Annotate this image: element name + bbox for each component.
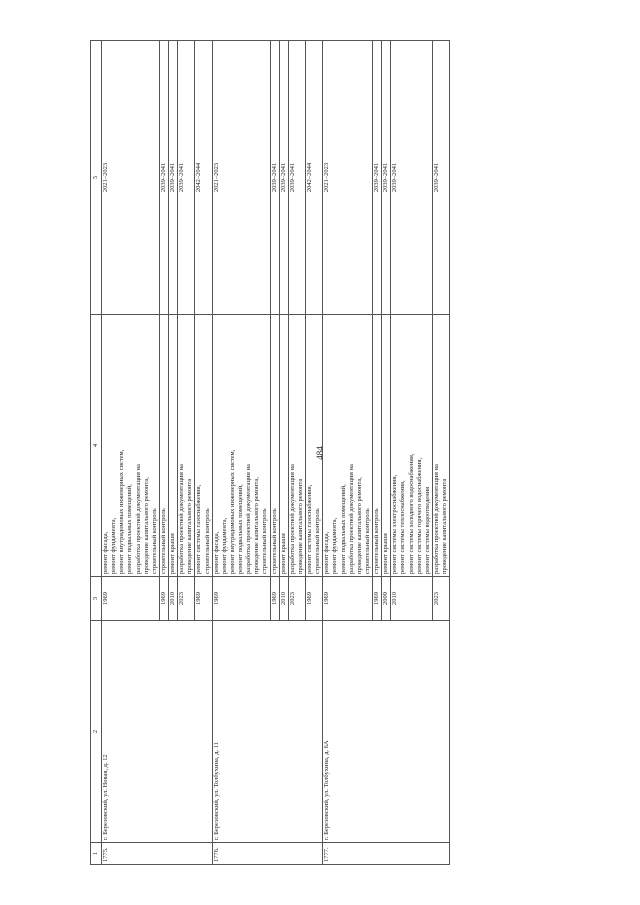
work-item: проведение капитального ремонта, [142,477,150,574]
works-cell [391,315,433,577]
period-cell: 2021–2023 [323,41,373,315]
entry-number: 1776. [212,843,323,865]
year-cell: 2010 [391,577,433,621]
header-col-3: 3 [91,577,102,621]
period-cell: 2039–2041 [279,41,288,315]
work-item: ремонт крыши [382,533,390,574]
entry-address: г. Березовский, ул. Толбухина, д. 11 [212,621,323,843]
period-cell: 2021–2023 [102,41,160,315]
works-cell [279,315,288,577]
work-item: ремонт внутридомовых инженерных систем, [228,449,236,574]
period-cell: 2039–2041 [288,41,305,315]
work-item: ремонт фасада, [323,531,331,574]
period-cell: 2039–2041 [373,41,382,315]
work-item: ремонт крыши [169,533,176,574]
work-item: разработка проектной документации на [134,464,142,574]
works-cell [195,315,212,577]
work-item: строительный контроль [261,508,269,574]
work-item: проведение капитального ремонта [441,478,448,574]
work-item: проведение капитального ремонта, [355,477,363,574]
period-cell: 2039–2041 [159,41,168,315]
period-cell: 2042–2044 [195,41,212,315]
work-item: разработка проектной документации на [288,464,296,574]
entry-number: 1775. [102,843,213,865]
period-cell: 2039–2041 [169,41,178,315]
year-cell: 1969 [212,577,270,621]
work-item: ремонт системы теплоснабжения, [399,480,407,574]
work-item: строительный контроль [373,508,380,574]
entry-number: 1777. [323,843,450,865]
works-cell [288,315,305,577]
work-item: ремонт системы газоснабжения, [306,484,313,574]
repair-schedule-table [90,40,450,865]
work-item: ремонт системы водоотведения [423,486,431,574]
work-item: строительный контроль [150,508,158,574]
work-item: разработка проектной документации на [178,464,186,574]
work-item: ремонт фундамента, [220,517,228,574]
works-cell [178,315,195,577]
rotated-sheet [90,40,610,865]
period-cell: 2021–2023 [212,41,270,315]
work-item: ремонт фасада, [102,531,109,574]
work-item: ремонт фасада, [212,531,220,574]
work-item: разработка проектной документации на [347,464,355,574]
year-cell: 2010 [279,577,288,621]
works-cell [102,315,160,577]
entry-address: г. Березовский, ул. Толбухина, д. 6А [323,621,450,843]
works-cell [212,315,270,577]
work-item: ремонт внутридомовых инженерных систем, [118,449,126,574]
header-col-1: 1 [91,843,102,865]
work-item: ремонт крыши [279,533,287,574]
works-cell [169,315,178,577]
work-item: строительный контроль [314,508,322,574]
work-item: проведение капитального ремонта [186,478,194,574]
work-item: проведение капитального ремонта, [253,477,261,574]
year-cell: 1969 [306,577,323,621]
table-row [212,41,270,865]
year-cell: 1969 [270,577,279,621]
work-item: ремонт системы горячего водоснабжения, [415,457,423,574]
work-item: строительный контроль [203,508,211,574]
works-cell [373,315,382,577]
year-cell: 1969 [102,577,160,621]
year-cell: 2023 [288,577,305,621]
work-item: ремонт системы газоснабжения, [195,484,203,574]
year-cell: 2023 [432,577,449,621]
header-col-5: 5 [91,41,102,315]
table-row [323,41,373,865]
year-cell: 1969 [323,577,373,621]
work-item: ремонт фундамента, [331,517,339,574]
works-cell [270,315,279,577]
work-item: проведение капитального ремонта [296,478,304,574]
year-cell: 2023 [178,577,195,621]
work-item: ремонт системы холодного водоснабжения, [407,453,415,574]
year-cell: 1969 [159,577,168,621]
work-item: строительный контроль [363,508,371,574]
period-cell: 2039–2041 [270,41,279,315]
table-row [102,41,160,865]
year-cell: 1969 [373,577,382,621]
work-item: ремонт подвальных помещений, [126,484,134,574]
year-cell: 2010 [169,577,178,621]
work-item: разработка проектной документации на [432,464,440,574]
period-cell: 2039–2041 [391,41,433,315]
page-number: 484 [315,446,325,460]
period-cell: 2039–2041 [382,41,391,315]
year-cell: 2009 [382,577,391,621]
work-item: ремонт подвальных помещений, [339,484,347,574]
entry-address: г. Березовский, ул. Новая, д. 12 [102,621,213,843]
header-col-2: 2 [91,621,102,843]
works-cell [323,315,373,577]
work-item: ремонт системы электроснабжения, [391,474,399,574]
table-header-row [91,41,102,865]
period-cell: 2039–2041 [178,41,195,315]
work-item: строительный контроль [159,508,167,574]
works-cell [382,315,391,577]
work-item: ремонт фундамента, [110,517,118,574]
work-item: ремонт подвальных помещений, [237,484,244,574]
work-item: разработка проектной документации на [245,464,253,574]
year-cell: 1969 [195,577,212,621]
header-col-4: 4 [91,315,102,577]
period-cell: 2039–2041 [432,41,449,315]
work-item: строительный контроль [270,508,278,574]
works-cell [306,315,323,577]
period-cell: 2042–2044 [306,41,323,315]
works-cell [159,315,168,577]
works-cell [432,315,449,577]
